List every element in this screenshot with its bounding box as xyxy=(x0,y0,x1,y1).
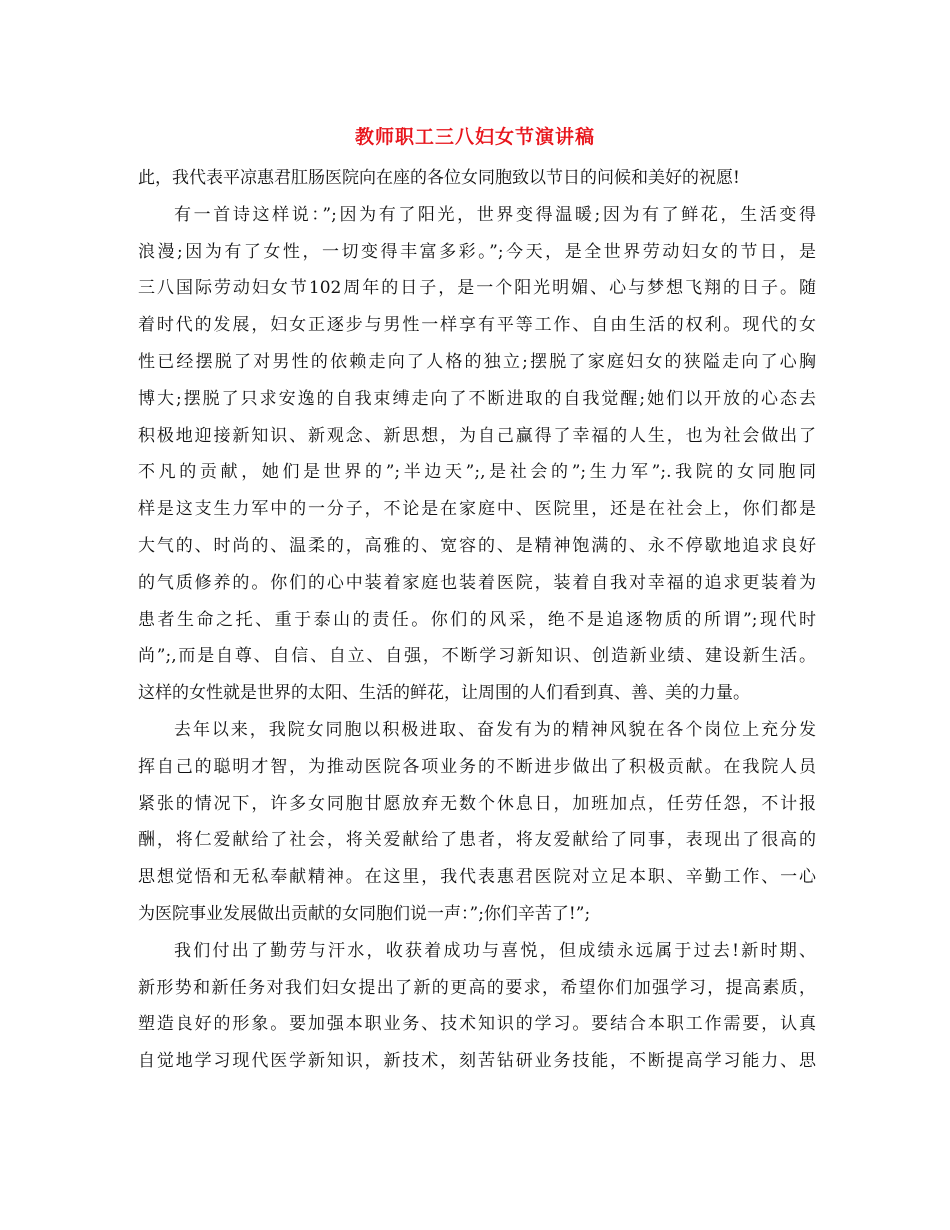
text-line: 的气质修养的。你们的心中装着家庭也装着医院，装着自我对幸福的追求更装着为 xyxy=(138,572,816,593)
text-line: 为医院事业发展做出贡献的女同胞们说一声：”;你们辛苦了!”; xyxy=(138,903,591,924)
document-title: 教师职工三八妇女节演讲稿 xyxy=(354,126,595,148)
text-line: 这样的女性就是世界的太阳、生活的鲜花，让周围的人们看到真、善、美的力量。 xyxy=(138,683,750,704)
text-line: 有一首诗这样说：”;因为有了阳光，世界变得温暖;因为有了鲜花，生活变得 xyxy=(174,204,816,225)
text-line: 酬，将仁爱献给了社会，将关爱献给了患者，将友爱献给了同事，表现出了很高的 xyxy=(138,830,816,851)
text-line: 浪漫;因为有了女性，一切变得丰富多彩。”;今天，是全世界劳动妇女的节日，是 xyxy=(138,241,816,262)
text-line: 我们付出了勤劳与汗水，收获着成功与喜悦，但成绩永远属于过去!新时期、 xyxy=(174,940,816,961)
text-line: 三八国际劳动妇女节102周年的日子，是一个阳光明媚、心与梦想飞翔的日子。随 xyxy=(138,278,816,299)
text-line: 塑造良好的形象。要加强本职业务、技术知识的学习。要结合本职工作需要，认真 xyxy=(138,1014,816,1035)
text-line: 此，我代表平凉惠君肛肠医院向在座的各位女同胞致以节日的问候和美好的祝愿! xyxy=(138,168,740,188)
text-line: 性已经摆脱了对男性的依赖走向了人格的独立;摆脱了家庭妇女的狭隘走向了心胸 xyxy=(138,351,816,372)
text-line: 尚”;,而是自尊、自信、自立、自强，不断学习新知识、创造新业绩、建设新生活。 xyxy=(138,646,816,667)
text-line: 思想觉悟和无私奉献精神。在这里，我代表惠君医院对立足本职、辛勤工作、一心 xyxy=(138,867,816,888)
text-line: 样是这支生力军中的一分子，不论是在家庭中、医院里，还是在社会上，你们都是 xyxy=(138,499,816,520)
text-line: 新形势和新任务对我们妇女提出了新的更高的要求，希望你们加强学习，提高素质， xyxy=(138,977,816,998)
text-line: 着时代的发展，妇女正逐步与男性一样享有平等工作、自由生活的权利。现代的女 xyxy=(138,315,816,336)
text-line: 紧张的情况下，许多女同胞甘愿放弃无数个休息日，加班加点，任劳任怨，不计报 xyxy=(138,793,816,814)
text-line: 积极地迎接新知识、新观念、新思想，为自己赢得了幸福的人生，也为社会做出了 xyxy=(138,425,816,446)
text-line: 去年以来，我院女同胞以积极进取、奋发有为的精神风貌在各个岗位上充分发 xyxy=(174,719,816,740)
text-line: 挥自己的聪明才智，为推动医院各项业务的不断进步做出了积极贡献。在我院人员 xyxy=(138,756,816,777)
document-body xyxy=(138,160,816,1080)
text-line: 自觉地学习现代医学新知识，新技术，刻苦钻研业务技能，不断提高学习能力、思 xyxy=(138,1051,816,1072)
text-line: 博大;摆脱了只求安逸的自我束缚走向了不断进取的自我觉醒;她们以开放的心态去 xyxy=(138,388,816,409)
text-line: 大气的、时尚的、温柔的，高雅的、宽容的、是精神饱满的、永不停歇地追求良好 xyxy=(138,535,816,556)
text-line: 患者生命之托、重于泰山的责任。你们的风采，绝不是追逐物质的所谓”;现代时 xyxy=(138,609,816,630)
text-line: 不凡的贡献，她们是世界的”;半边天”;,是社会的”;生力军”;.我院的女同胞同 xyxy=(138,462,816,483)
